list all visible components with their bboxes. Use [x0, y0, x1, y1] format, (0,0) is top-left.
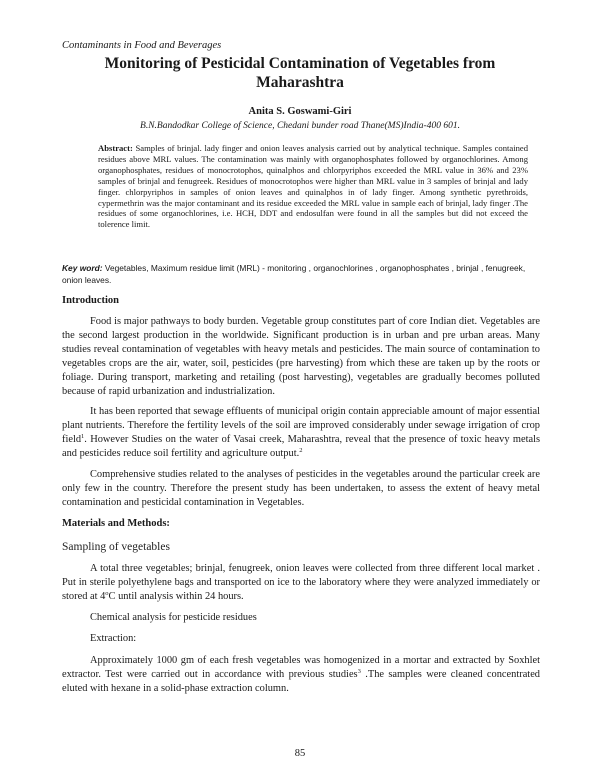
keywords-text: Vegetables, Maximum residue limit (MRL) - monitoring , organochlorines , organophosphates , brinjal , fenugreek, onion leaves.: [62, 263, 526, 285]
paper-body: [62, 294, 540, 703]
citation-3: 3: [357, 668, 361, 676]
author-affiliation: B.N.Bandodkar College of Science, Chedani bunder road Thane(MS)India-400 601.: [140, 121, 460, 131]
intro-paragraph-1: Food is major pathways to body burden. Vegetable group constitutes part of core Indian diet. Vegetables are the second largest production in the worldwide. Significant production is in urban and pre urban areas. Many studies reveal contamination of vegetables with heavy metals and pesticides. The main source of contamination to vegetables crops are the air, water, soil, pesticides (pre harvesting) from which these are taken up by the roots or foliage. During transport, marketing and retailing (post harvesting), vegetables are gradually becomes polluted because of rapid urbanization and industrialization.: [62, 316, 540, 397]
keywords-label: Key word:: [62, 263, 103, 273]
subheading-sampling: Sampling of vegetables: [62, 540, 170, 553]
abstract-text: Samples of brinjal. lady finger and onion leaves analysis carried out by analytical technique. Samples contained residues above MRL values. The contamination was mainly with organophosphates followed by organochlorines. Among organophosphates, residues of monocrotophos, quinalphos and chlorpyriphos exceeded the MRL value in 36% and 23% samples of brinjal and fenugreek. Residues of monocrotophos were higher than MRL value in 3 samples of brinjal and lady finger. chlorpyriphos in samples of onion leaves and quinalphos in of lady finger. Among synthetic pyrethroids, cypermethrin was the major contaminant and its residue exceeded the MRL value in sample each of brinjal, lady finger .The residues of some organochlorines, i.e. HCH, DDT and endosulfan were found in all the samples but did not exceed the tolerence limit.: [98, 143, 528, 230]
citation-1: 1: [81, 433, 85, 441]
keywords: [62, 262, 540, 286]
abstract-label: Abstract:: [98, 143, 133, 153]
methods-paragraph-2: Approximately 1000 gm of each fresh vegetables was homogenized in a mortar and extracted by Soxhlet extractor. Test were carried out in accordance with previous studies$^3$ .The samples were cleaned concentrated eluted with hexane in a solid-phase extraction column.: [62, 655, 540, 695]
section-heading-introduction: Introduction: [62, 295, 119, 306]
intro-paragraph-2: It has been reported that sewage effluents of municipal origin contain appreciable amount of major essential plant nutrients. Therefore the fertility levels of the soil are improved considerably under sewage irrigation of crop field$^1$. However Studies on the water of Vasai creek, Maharashtra, reveal that the presence of toxic heavy metals and pesticides reduce soil fertility and agriculture output.$^2$: [62, 406, 540, 460]
abstract: [98, 143, 528, 230]
running-head: Contaminants in Food and Beverages: [62, 40, 222, 51]
section-heading-methods: Materials and Methods:: [62, 517, 170, 529]
paper-title: Monitoring of Pesticidal Contamination of Vegetables from Maharashtra: [104, 55, 496, 91]
methods-paragraph-1: A total three vegetables; brinjal, fenugreek, onion leaves were collected from three different local market . Put in sterile polyethylene bags and transported on ice to the laboratory where they were analyzed immediately or stored at 4$^o$C until analysis within 24 hours.: [62, 562, 540, 602]
author-name: Anita S. Goswami-Giri: [248, 106, 352, 117]
page-number: 85: [294, 748, 306, 759]
degree-symbol: o: [105, 589, 109, 597]
citation-2: 2: [299, 447, 303, 455]
subheading-extraction: Extraction:: [90, 633, 137, 645]
subheading-chemical-analysis: Chemical analysis for pesticide residues: [90, 611, 257, 623]
intro-paragraph-3: Comprehensive studies related to the analyses of pesticides in the vegetables around the particular creek are only few in the country. Therefore the present study has been undertaken, to assess the extent of heavy metal contamination and pesticidal contamination in Vegetables.: [62, 469, 540, 508]
